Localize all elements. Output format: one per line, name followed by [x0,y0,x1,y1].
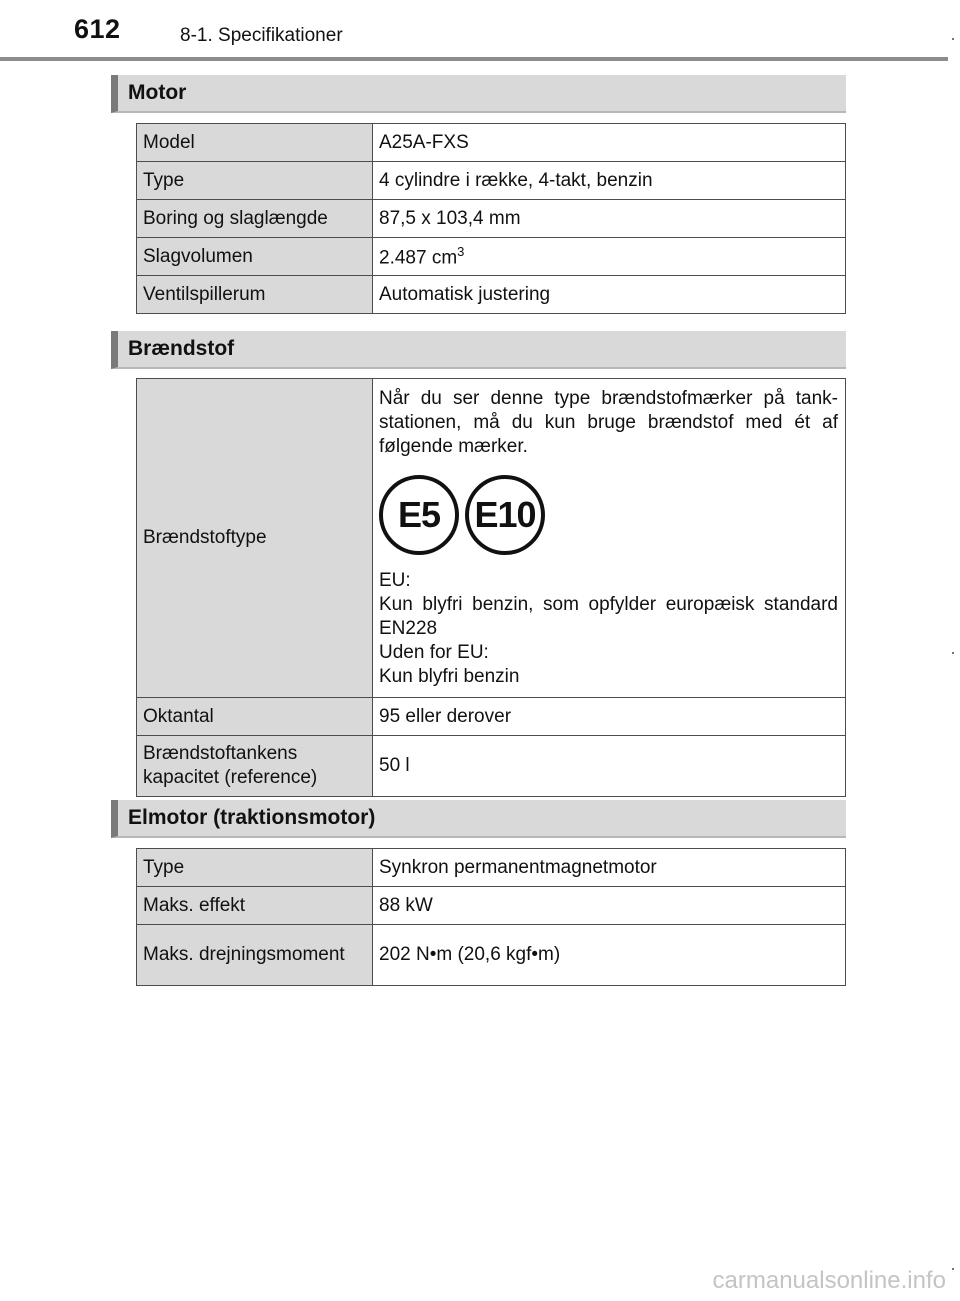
fuel-badge-e5: E5 [379,475,459,555]
spec-value [373,238,846,276]
section-reference: 8-1. Specifikationer [180,25,343,46]
page-number: 612 [74,14,121,44]
table-row [137,162,846,200]
margin-mark [952,38,954,40]
spec-label: Type [137,849,373,887]
spec-label: Brændstoftype [137,379,373,698]
table-row [137,124,846,162]
section-title: Elmotor (traktionsmotor) [128,806,376,829]
spec-value: 87,5 x 103,4 mm [373,200,846,238]
spec-value: 88 kW [373,887,846,925]
non-eu-text: Kun blyfri benzin [379,666,520,687]
table-row [137,698,846,736]
spec-label: Oktantal [137,698,373,736]
spec-label: Boring og slaglængde [137,200,373,238]
table-row [137,379,846,698]
table-row [137,238,846,276]
spec-value: 202 N•m (20,6 kgf•m) [373,925,846,986]
eu-label: EU: [379,570,411,591]
watermark: carmanualsonline.info [712,1267,946,1294]
unit-superscript: 3 [457,243,465,259]
fuel-label-badges [379,475,838,555]
margin-mark [952,652,954,654]
spec-label: Ventilspillerum [137,276,373,314]
elmotor-spec-table [136,848,846,986]
motor-spec-table [136,123,846,314]
spec-label: Slagvolumen [137,238,373,276]
header-rule [0,57,948,61]
section-title: Motor [128,81,187,104]
table-row [137,276,846,314]
spec-label: Brændstoftankens kapacitet (reference) [137,736,373,797]
spec-label: Maks. drejningsmoment [137,925,373,986]
section-heading-elmotor [111,800,846,838]
spec-value: Automatisk justering [373,276,846,314]
spec-value: Synkron permanentmagnetmotor [373,849,846,887]
spec-value: 4 cylindre i række, 4-takt, benzin [373,162,846,200]
table-row [137,200,846,238]
spec-value: A25A-FXS [373,124,846,162]
page-header [0,0,960,62]
spec-label: Maks. effekt [137,887,373,925]
table-row [137,887,846,925]
spec-label: Model [137,124,373,162]
table-row [137,849,846,887]
fuel-spec-table [136,378,846,797]
section-title: Brændstof [128,337,235,360]
table-row [137,925,846,986]
non-eu-label: Uden for EU: [379,642,489,663]
margin-mark [952,1268,954,1270]
section-heading-motor [111,75,846,113]
fuel-intro-text: Når du ser denne type brændstofmærker på tankstationen, må du kun bruge brændstof med ét af følgende mærker. [379,388,838,457]
spec-value: 50 l [373,736,846,797]
table-row [137,736,846,797]
section-heading-fuel [111,331,846,369]
fuel-type-description [373,379,846,698]
displacement-value: 2.487 cm [379,247,458,269]
fuel-badge-e10: E10 [465,475,545,555]
spec-label: Type [137,162,373,200]
spec-value: 95 eller derover [373,698,846,736]
eu-text: Kun blyfri benzin, som opfylder europæisk standard EN228 [379,594,838,639]
